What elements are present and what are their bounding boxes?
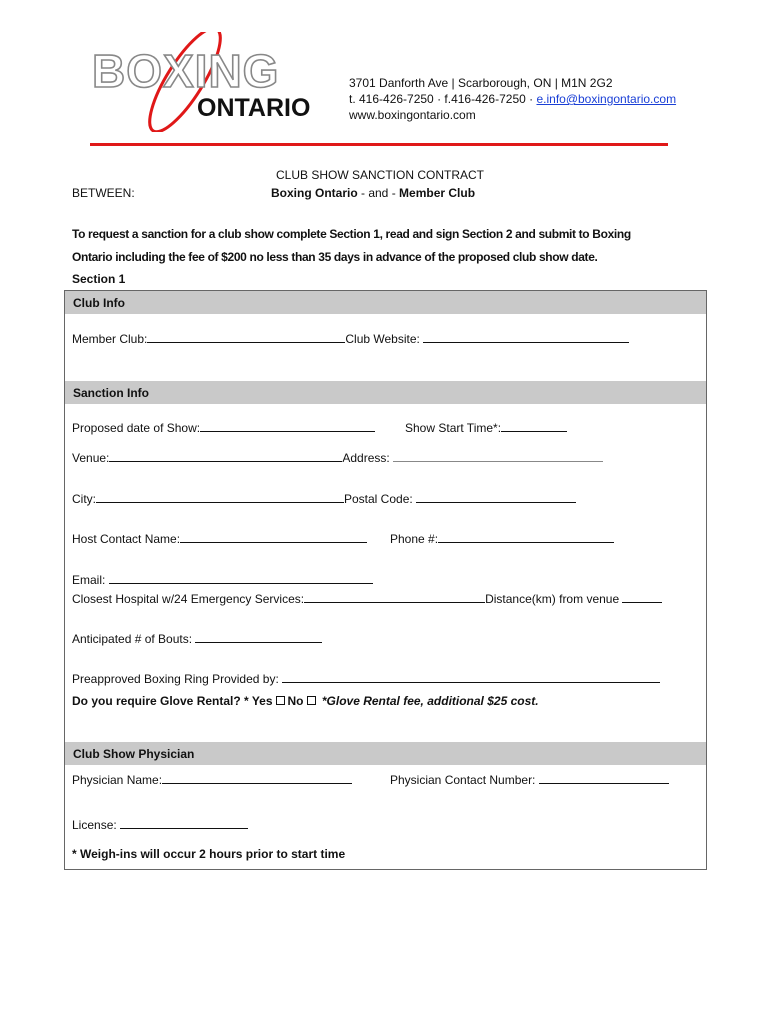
start-time-field[interactable] (501, 420, 567, 432)
member-club-row: Member Club: Club Website: (72, 331, 629, 346)
physician-contact-row: Physician Contact Number: (390, 772, 669, 787)
parties (271, 186, 475, 200)
sanction-info-header: Sanction Info (65, 381, 706, 404)
party-member-club: Member Club (399, 186, 476, 200)
host-row: Host Contact Name: (72, 531, 367, 546)
contact-line (349, 91, 676, 107)
phone-fax-text: t. 416-426-7250 · f.416-426-7250 · (349, 92, 537, 106)
glove-no-checkbox[interactable] (307, 696, 316, 705)
member-club-field[interactable] (147, 331, 345, 343)
venue-field[interactable] (109, 450, 342, 462)
city-row: City: Postal Code: (72, 491, 576, 506)
section-label: Section 1 (72, 272, 126, 286)
distance-field[interactable] (622, 591, 662, 603)
party-connector: - and - (357, 186, 400, 200)
physician-contact-field[interactable] (539, 772, 669, 784)
email-row: Email: (72, 572, 373, 587)
physician-name-row: Physician Name: (72, 772, 352, 787)
between-label: BETWEEN: (72, 186, 135, 200)
ring-provider-field[interactable] (282, 671, 660, 683)
glove-yes-checkbox[interactable] (276, 696, 285, 705)
website-text: www.boxingontario.com (349, 108, 476, 122)
glove-fee-note: *Glove Rental fee, additional $25 cost. (321, 694, 539, 708)
bouts-field[interactable] (195, 631, 322, 643)
address-block (349, 75, 676, 123)
svg-text:BOXING: BOXING (92, 45, 280, 97)
license-row: License: (72, 817, 248, 832)
email-link[interactable]: e.info@boxingontario.com (536, 92, 677, 106)
glove-rental-row: Do you require Glove Rental? * Yes No *Glove Rental fee, additional $25 cost. (72, 694, 539, 708)
license-field[interactable] (120, 817, 248, 829)
city-field[interactable] (96, 491, 344, 503)
physician-name-field[interactable] (162, 772, 352, 784)
header-divider (90, 143, 668, 146)
address-line: 3701 Danforth Ave | Scarborough, ON | M1N 2G2 (349, 76, 613, 90)
email-field[interactable] (109, 572, 373, 584)
bouts-row: Anticipated # of Bouts: (72, 631, 322, 646)
host-contact-field[interactable] (180, 531, 367, 543)
club-info-header: Club Info (65, 291, 706, 314)
ring-row: Preapproved Boxing Ring Provided by: (72, 671, 660, 686)
instructions-line-1: To request a sanction for a club show complete Section 1, read and sign Section 2 and submit to Boxing (72, 227, 631, 241)
phone-field[interactable] (438, 531, 614, 543)
physician-header: Club Show Physician (65, 742, 706, 765)
boxing-ontario-logo (90, 32, 330, 132)
venue-row: Venue: Address: (72, 450, 603, 465)
contract-title: CLUB SHOW SANCTION CONTRACT (276, 168, 485, 182)
postal-code-field[interactable] (416, 491, 576, 503)
hospital-row: Closest Hospital w/24 Emergency Services: Distance(km) from venue (72, 591, 662, 606)
party-boxing-ontario: Boxing Ontario (271, 186, 358, 200)
address-field[interactable] (393, 450, 603, 462)
date-row: Proposed date of Show: (72, 420, 375, 435)
instructions-line-2: Ontario including the fee of $200 no less than 35 days in advance of the proposed club show date. (72, 250, 598, 264)
show-date-field[interactable] (200, 420, 375, 432)
start-time-row: Show Start Time*: (405, 420, 567, 435)
hospital-field[interactable] (304, 591, 485, 603)
weigh-in-note: * Weigh-ins will occur 2 hours prior to start time (72, 847, 346, 861)
club-website-field[interactable] (423, 331, 629, 343)
phone-row: Phone #: (390, 531, 614, 546)
svg-text:ONTARIO: ONTARIO (197, 94, 311, 122)
